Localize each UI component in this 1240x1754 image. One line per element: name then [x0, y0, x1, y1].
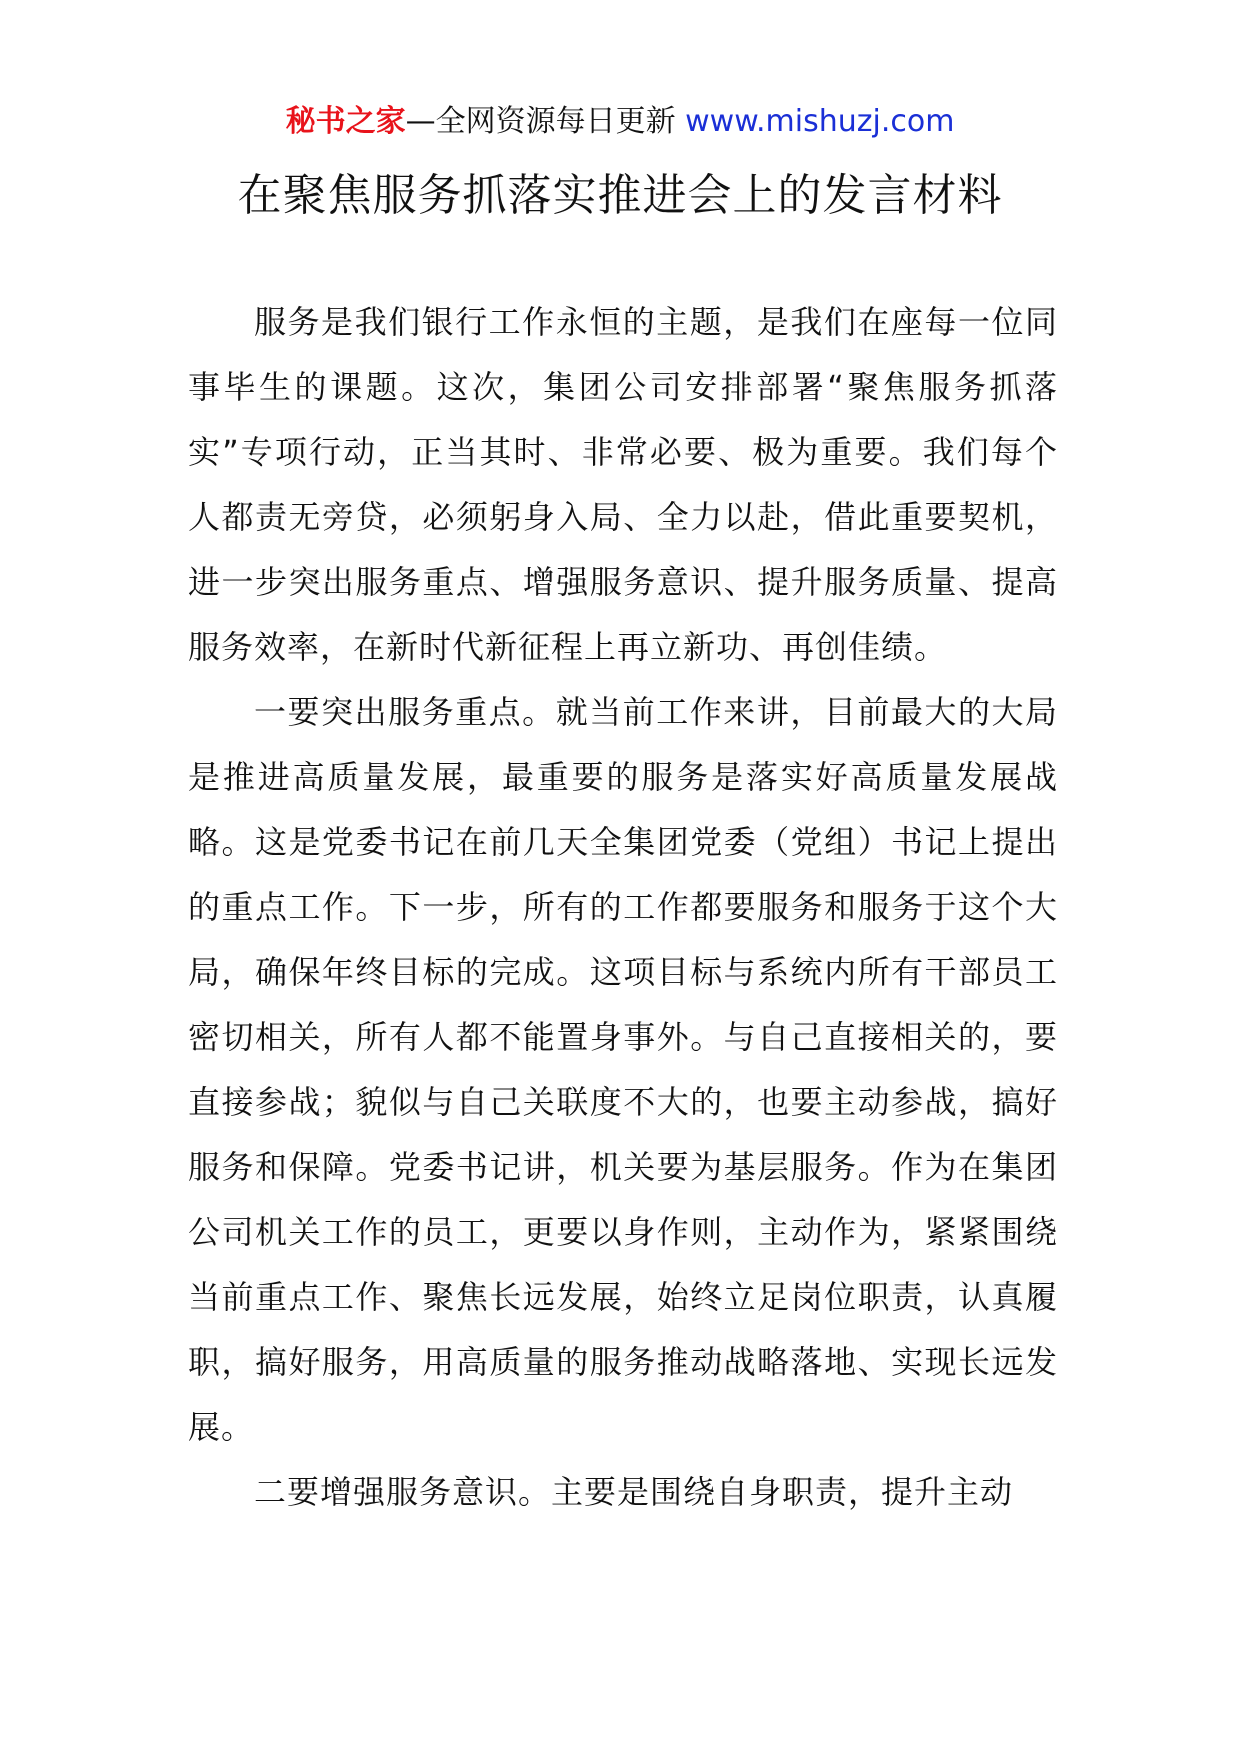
paragraph-point-two: 二要增强服务意识。主要是围绕自身职责，提升主动: [254, 1473, 1014, 1511]
site-header: [0, 100, 1240, 144]
document-title: 在聚焦服务抓落实推进会上的发言材料: [237, 170, 1003, 221]
paragraph-intro: 服务是我们银行工作永恒的主题，是我们在座每一位同事毕生的课题。这次，集团公司安排部署“聚焦服务抓落实”专项行动，正当其时、非常必要、极为重要。我们每个人都责无旁贷，必须躬身入局、全力以赴，借此重要契机，进一步突出服务重点、增强服务意识、提升服务质量、提高服务效率，在新时代新征程上再立新功、再创佳绩。: [188, 303, 1058, 666]
site-slogan: —全网资源每日更新: [405, 104, 676, 139]
document-body: [188, 290, 1058, 1525]
site-url[interactable]: www.mishuzj.com: [685, 104, 955, 139]
paragraph-point-one: 一要突出服务重点。就当前工作来讲，目前最大的大局是推进高质量发展，最重要的服务是落实好高质量发展战略。这是党委书记在前几天全集团党委（党组）书记上提出的重点工作。下一步，所有的工作都要服务和服务于这个大局，确保年终目标的完成。这项目标与系统内所有干部员工密切相关，所有人都不能置身事外。与自己直接相关的，要直接参战；貌似与自己关联度不大的，也要主动参战，搞好服务和保障。党委书记讲，机关要为基层服务。作为在集团公司机关工作的员工，更要以身作则，主动作为，紧紧围绕当前重点工作、聚焦长远发展，始终立足岗位职责，认真履职，搞好服务，用高质量的服务推动战略落地、实现长远发展。: [188, 693, 1058, 1446]
site-brand: 秘书之家: [285, 104, 406, 139]
